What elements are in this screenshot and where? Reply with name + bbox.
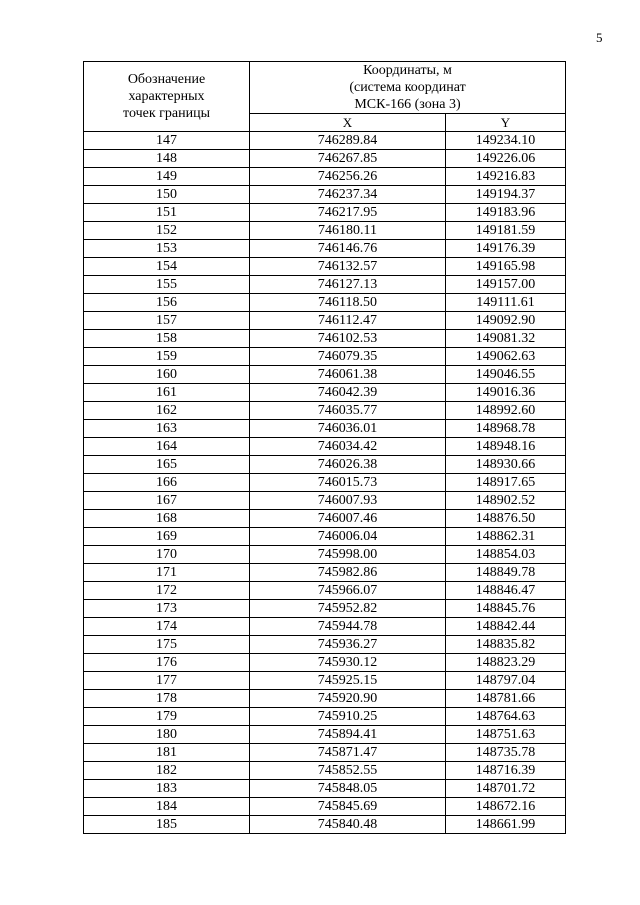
cell-x: 745920.90 — [250, 690, 446, 708]
cell-y: 149165.98 — [446, 258, 566, 276]
table-row — [84, 708, 566, 726]
cell-point: 176 — [84, 654, 250, 672]
cell-point: 165 — [84, 456, 250, 474]
cell-point: 159 — [84, 348, 250, 366]
table-row — [84, 240, 566, 258]
cell-x: 746256.26 — [250, 168, 446, 186]
cell-x: 746289.84 — [250, 132, 446, 150]
table-row — [84, 492, 566, 510]
table-row — [84, 294, 566, 312]
cell-y: 148917.65 — [446, 474, 566, 492]
cell-y: 149183.96 — [446, 204, 566, 222]
cell-y: 149081.32 — [446, 330, 566, 348]
cell-point: 179 — [84, 708, 250, 726]
cell-point: 153 — [84, 240, 250, 258]
table-row — [84, 276, 566, 294]
cell-y: 148764.63 — [446, 708, 566, 726]
cell-x: 745840.48 — [250, 816, 446, 834]
table-row — [84, 780, 566, 798]
cell-point: 172 — [84, 582, 250, 600]
cell-point: 160 — [84, 366, 250, 384]
cell-point: 177 — [84, 672, 250, 690]
cell-x: 746006.04 — [250, 528, 446, 546]
cell-x: 745871.47 — [250, 744, 446, 762]
table-row — [84, 438, 566, 456]
cell-x: 746007.46 — [250, 510, 446, 528]
cell-point: 157 — [84, 312, 250, 330]
table-row — [84, 366, 566, 384]
cell-x: 745894.41 — [250, 726, 446, 744]
cell-y: 148930.66 — [446, 456, 566, 474]
cell-x: 746042.39 — [250, 384, 446, 402]
table-row — [84, 762, 566, 780]
cell-point: 173 — [84, 600, 250, 618]
cell-x: 746146.76 — [250, 240, 446, 258]
cell-y: 149176.39 — [446, 240, 566, 258]
cell-point: 171 — [84, 564, 250, 582]
cell-x: 746267.85 — [250, 150, 446, 168]
cell-point: 174 — [84, 618, 250, 636]
cell-y: 148797.04 — [446, 672, 566, 690]
cell-y: 148845.76 — [446, 600, 566, 618]
cell-y: 148992.60 — [446, 402, 566, 420]
cell-point: 181 — [84, 744, 250, 762]
cell-y: 148661.99 — [446, 816, 566, 834]
cell-point: 168 — [84, 510, 250, 528]
cell-x: 746026.38 — [250, 456, 446, 474]
cell-x: 746127.13 — [250, 276, 446, 294]
cell-x: 746035.77 — [250, 402, 446, 420]
cell-x: 745952.82 — [250, 600, 446, 618]
cell-point: 163 — [84, 420, 250, 438]
header-point-line-3: точек границы — [123, 106, 210, 121]
table-row — [84, 690, 566, 708]
cell-point: 154 — [84, 258, 250, 276]
cell-point: 148 — [84, 150, 250, 168]
table-row — [84, 420, 566, 438]
cell-x: 745930.12 — [250, 654, 446, 672]
cell-x: 746015.73 — [250, 474, 446, 492]
cell-y: 148846.47 — [446, 582, 566, 600]
cell-y: 148842.44 — [446, 618, 566, 636]
table-row — [84, 168, 566, 186]
header-x: X — [250, 114, 446, 132]
cell-x: 745966.07 — [250, 582, 446, 600]
table-row — [84, 402, 566, 420]
cell-x: 746061.38 — [250, 366, 446, 384]
cell-x: 746034.42 — [250, 438, 446, 456]
cell-point: 178 — [84, 690, 250, 708]
table-row — [84, 384, 566, 402]
cell-point: 147 — [84, 132, 250, 150]
cell-y: 149062.63 — [446, 348, 566, 366]
header-point-designation — [84, 62, 250, 132]
header-coords-line-2: (система координат — [349, 80, 466, 95]
table-header — [84, 62, 566, 132]
cell-x: 745848.05 — [250, 780, 446, 798]
table-row — [84, 132, 566, 150]
table-row — [84, 510, 566, 528]
cell-y: 149111.61 — [446, 294, 566, 312]
cell-y: 148823.29 — [446, 654, 566, 672]
table-row — [84, 726, 566, 744]
header-coords-line-3: МСК-166 (зона 3) — [354, 97, 461, 112]
cell-y: 148835.82 — [446, 636, 566, 654]
cell-y: 149046.55 — [446, 366, 566, 384]
header-y: Y — [446, 114, 566, 132]
cell-point: 184 — [84, 798, 250, 816]
table-body — [84, 132, 566, 834]
cell-y: 148876.50 — [446, 510, 566, 528]
cell-y: 149181.59 — [446, 222, 566, 240]
table-row — [84, 222, 566, 240]
table-row — [84, 654, 566, 672]
cell-y: 148716.39 — [446, 762, 566, 780]
cell-y: 148849.78 — [446, 564, 566, 582]
cell-x: 745998.00 — [250, 546, 446, 564]
cell-y: 148968.78 — [446, 420, 566, 438]
cell-x: 745845.69 — [250, 798, 446, 816]
cell-y: 149226.06 — [446, 150, 566, 168]
cell-point: 149 — [84, 168, 250, 186]
cell-y: 149016.36 — [446, 384, 566, 402]
cell-point: 170 — [84, 546, 250, 564]
cell-y: 149234.10 — [446, 132, 566, 150]
cell-point: 182 — [84, 762, 250, 780]
cell-x: 746007.93 — [250, 492, 446, 510]
cell-x: 746217.95 — [250, 204, 446, 222]
cell-point: 183 — [84, 780, 250, 798]
cell-point: 155 — [84, 276, 250, 294]
table-row — [84, 312, 566, 330]
cell-point: 161 — [84, 384, 250, 402]
table-row — [84, 672, 566, 690]
page-number: 5 — [596, 30, 603, 45]
table-row — [84, 564, 566, 582]
cell-y: 148948.16 — [446, 438, 566, 456]
table-row — [84, 798, 566, 816]
cell-point: 169 — [84, 528, 250, 546]
table-row — [84, 456, 566, 474]
table-row — [84, 348, 566, 366]
coordinates-table — [83, 61, 566, 834]
cell-point: 185 — [84, 816, 250, 834]
cell-x: 746102.53 — [250, 330, 446, 348]
cell-point: 152 — [84, 222, 250, 240]
cell-y: 148781.66 — [446, 690, 566, 708]
cell-x: 746180.11 — [250, 222, 446, 240]
cell-y: 148735.78 — [446, 744, 566, 762]
cell-x: 746036.01 — [250, 420, 446, 438]
cell-point: 175 — [84, 636, 250, 654]
header-point-line-2: характерных — [128, 89, 205, 104]
cell-x: 746118.50 — [250, 294, 446, 312]
header-coordinates — [250, 62, 566, 114]
table-row — [84, 330, 566, 348]
cell-point: 156 — [84, 294, 250, 312]
cell-x: 745936.27 — [250, 636, 446, 654]
cell-y: 148701.72 — [446, 780, 566, 798]
table-row — [84, 186, 566, 204]
cell-point: 162 — [84, 402, 250, 420]
cell-x: 746132.57 — [250, 258, 446, 276]
table-row — [84, 258, 566, 276]
cell-x: 745925.15 — [250, 672, 446, 690]
cell-point: 151 — [84, 204, 250, 222]
cell-point: 164 — [84, 438, 250, 456]
cell-point: 158 — [84, 330, 250, 348]
cell-y: 149216.83 — [446, 168, 566, 186]
header-coords-line-1: Координаты, м — [363, 63, 452, 78]
table-row — [84, 528, 566, 546]
table-row — [84, 618, 566, 636]
cell-x: 745910.25 — [250, 708, 446, 726]
cell-x: 745944.78 — [250, 618, 446, 636]
cell-y: 149092.90 — [446, 312, 566, 330]
table-row — [84, 600, 566, 618]
cell-y: 149194.37 — [446, 186, 566, 204]
cell-y: 148751.63 — [446, 726, 566, 744]
cell-x: 745852.55 — [250, 762, 446, 780]
table-row — [84, 150, 566, 168]
cell-point: 150 — [84, 186, 250, 204]
table-row — [84, 744, 566, 762]
table-row — [84, 636, 566, 654]
cell-point: 166 — [84, 474, 250, 492]
table-row — [84, 546, 566, 564]
table-row — [84, 474, 566, 492]
header-point-line-1: Обозначение — [127, 72, 206, 87]
cell-y: 149157.00 — [446, 276, 566, 294]
table-row — [84, 582, 566, 600]
cell-x: 746237.34 — [250, 186, 446, 204]
table-row — [84, 816, 566, 834]
cell-x: 745982.86 — [250, 564, 446, 582]
cell-y: 148854.03 — [446, 546, 566, 564]
cell-point: 167 — [84, 492, 250, 510]
cell-x: 746112.47 — [250, 312, 446, 330]
cell-y: 148672.16 — [446, 798, 566, 816]
cell-x: 746079.35 — [250, 348, 446, 366]
cell-point: 180 — [84, 726, 250, 744]
table-row — [84, 204, 566, 222]
cell-y: 148902.52 — [446, 492, 566, 510]
cell-y: 148862.31 — [446, 528, 566, 546]
